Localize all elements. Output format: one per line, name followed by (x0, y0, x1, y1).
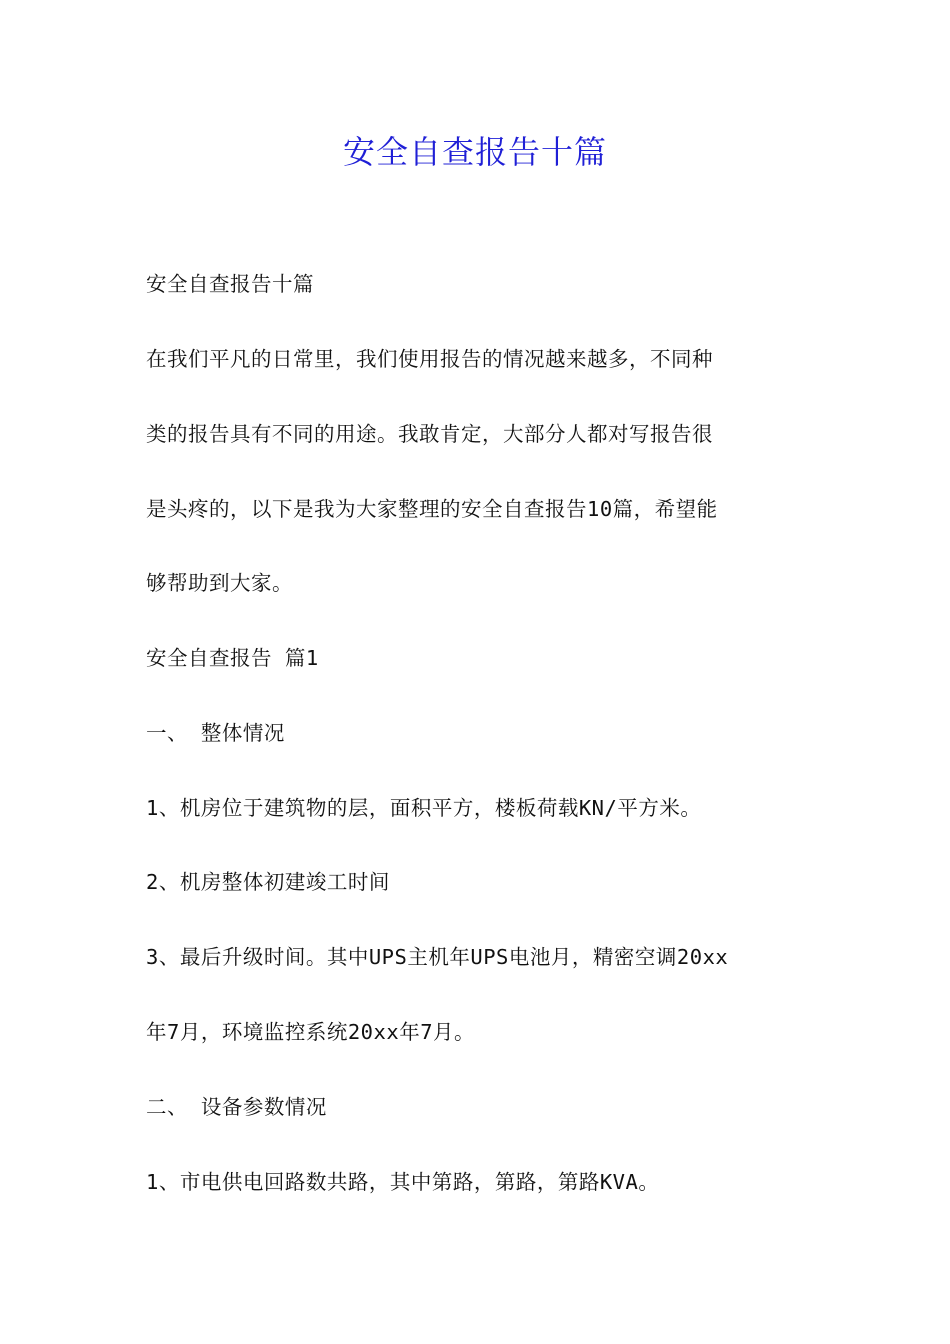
item-1-power-supply: 1、市电供电回路数共路，其中第路，第路，第路KVA。 (146, 1170, 660, 1194)
document-title: 安全自查报告十篇 (342, 133, 607, 171)
intro-line-1: 在我们平凡的日常里，我们使用报告的情况越来越多，不同种 (146, 347, 713, 371)
intro-line-2: 类的报告具有不同的用途。我敢肯定，大部分人都对写报告很 (146, 422, 713, 446)
intro-line-4: 够帮助到大家。 (146, 571, 293, 595)
subtitle-line: 安全自查报告十篇 (146, 272, 314, 296)
item-3-upgrade-time-cont: 年7月，环境监控系统20xx年7月。 (146, 1020, 476, 1044)
heading-equipment-params: 二、 设备参数情况 (146, 1095, 327, 1119)
section-heading-part-1: 安全自查报告 篇1 (146, 646, 319, 670)
intro-line-3: 是头疼的，以下是我为大家整理的安全自查报告10篇，希望能 (146, 497, 718, 521)
heading-overall-situation: 一、 整体情况 (146, 721, 285, 745)
item-1-room-location: 1、机房位于建筑物的层，面积平方，楼板荷载KN/平方米。 (146, 796, 702, 820)
item-3-upgrade-time: 3、最后升级时间。其中UPS主机年UPS电池月，精密空调20xx (146, 945, 729, 969)
item-2-completion-time: 2、机房整体初建竣工时间 (146, 870, 390, 894)
